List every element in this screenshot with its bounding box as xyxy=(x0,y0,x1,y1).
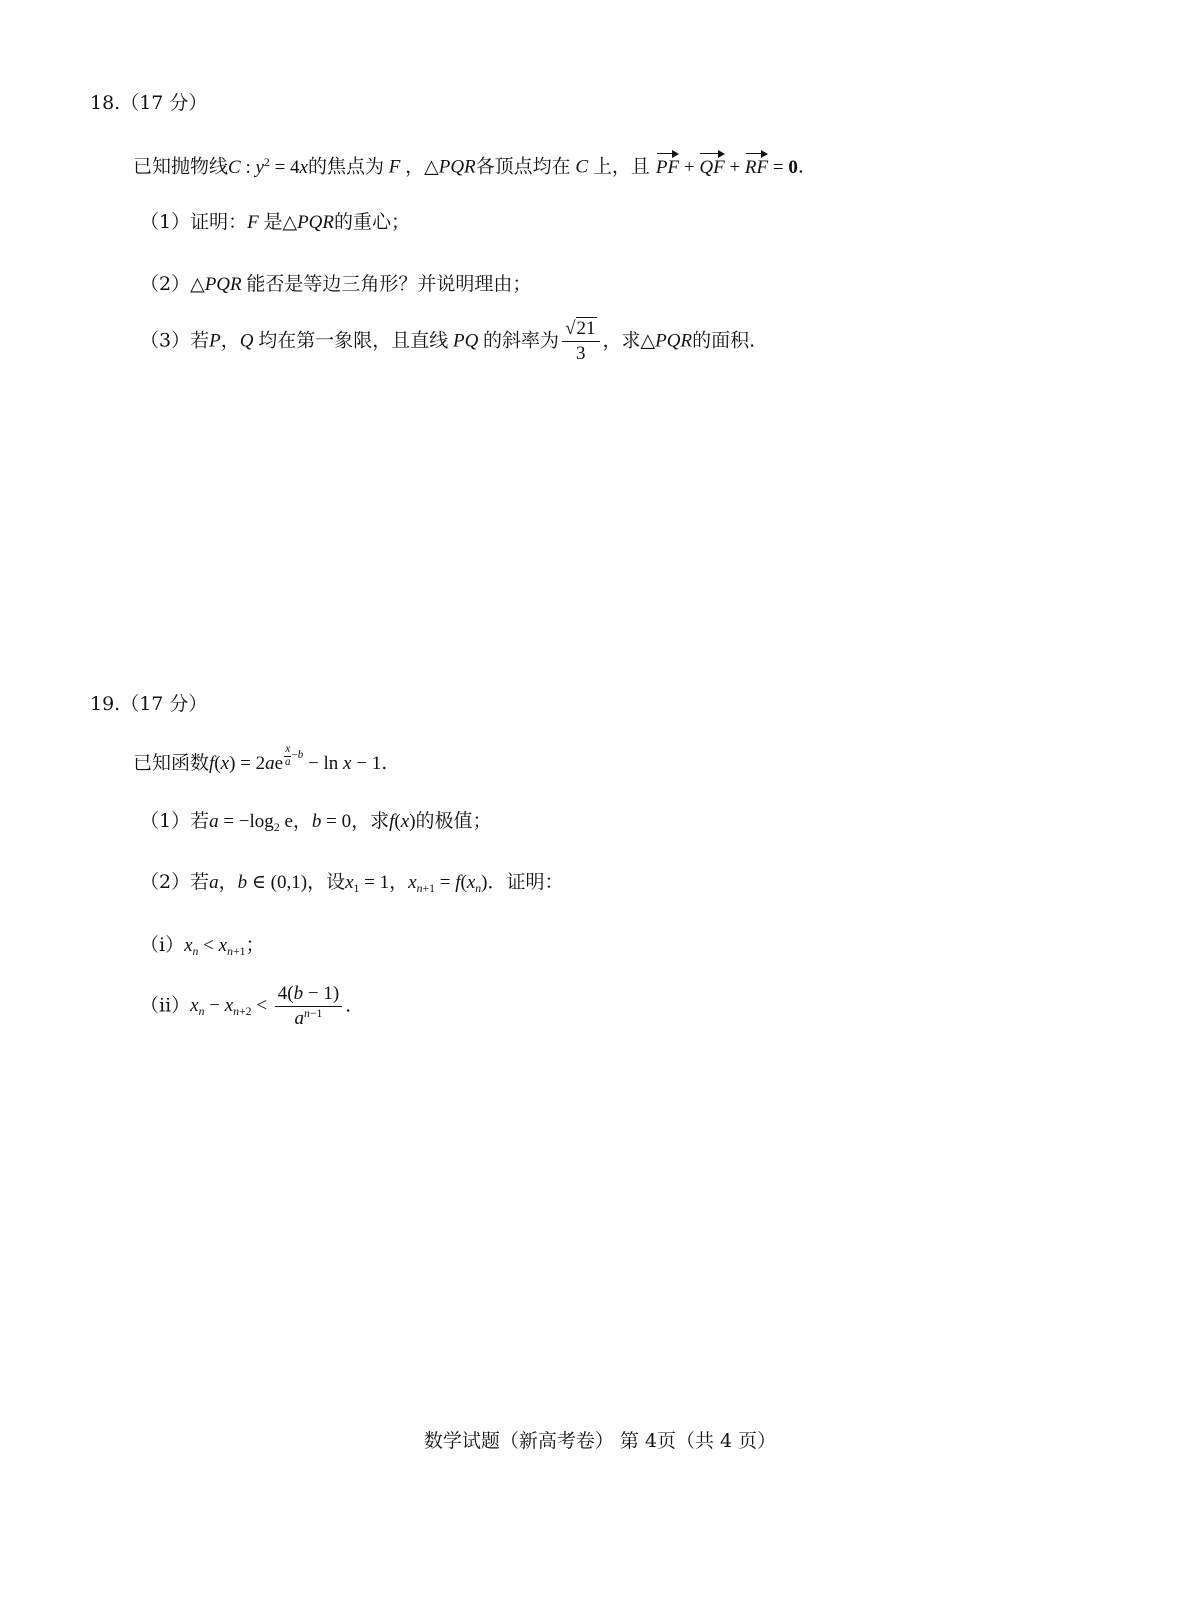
question-18-part-1: （1）证明：F 是△PQR的重心； xyxy=(140,211,411,233)
question-18-part-2: （2）△PQR 能否是等边三角形？并说明理由； xyxy=(140,273,532,295)
question-points: （17 分） xyxy=(120,693,208,715)
parabola-equation: C : $y^2 = 4x$ xyxy=(228,156,308,178)
vector-sum-equation: PF + QF + RF = 0 xyxy=(656,157,798,178)
question-number: 19. xyxy=(90,693,121,715)
question-19-part-2-ii: $(ii)x_n - x_{n+2}$ < $\frac{4(b - 1)}{a^{n-1}}$ . xyxy=(140,983,352,1029)
question-19-header xyxy=(90,693,207,716)
question-18-stem: 已知抛物线C : $y^2 = 4x$的焦点为 F ，△PQR各顶点均在 C 上，且 PF + QF + RF = 0. xyxy=(133,150,804,179)
inequality-fraction: $\frac{4(b - 1)}{a^{n-1}}$ xyxy=(275,983,342,1030)
question-19-part-1: （1）若$a = -\log_2$ e，b = 0，求f(x)的极值； xyxy=(140,810,492,835)
question-19-part-2-i: $(i)x_n < x_{n+1}$； xyxy=(140,934,265,959)
page-footer: 数学试题（新高考卷） 第 4页（共 4 页） xyxy=(423,1430,777,1452)
question-18-part-3: （3）若P，Q 均在第一象限，且直线 PQ 的斜率为 $\frac{√21}{3}$ ，求△PQR的面积. xyxy=(140,318,756,364)
question-18-header xyxy=(90,92,207,115)
function-definition: f(x) = 2ae $\frac{x}{a}$ −b − ln x − 1 xyxy=(209,743,382,774)
question-points: （17 分） xyxy=(120,92,208,114)
question-19-part-2: （2）若a，b ∈ (0,1)，设$x_1 = 1$，$x_{n+1} = f(x_n)$．证明： xyxy=(140,871,564,896)
question-number: 18. xyxy=(90,92,121,114)
slope-fraction: $\frac{√21}{3}$ xyxy=(562,318,599,365)
question-19-stem: 已知函数f(x) = 2ae $\frac{x}{a}$ −b − ln x − 1. xyxy=(133,743,388,774)
